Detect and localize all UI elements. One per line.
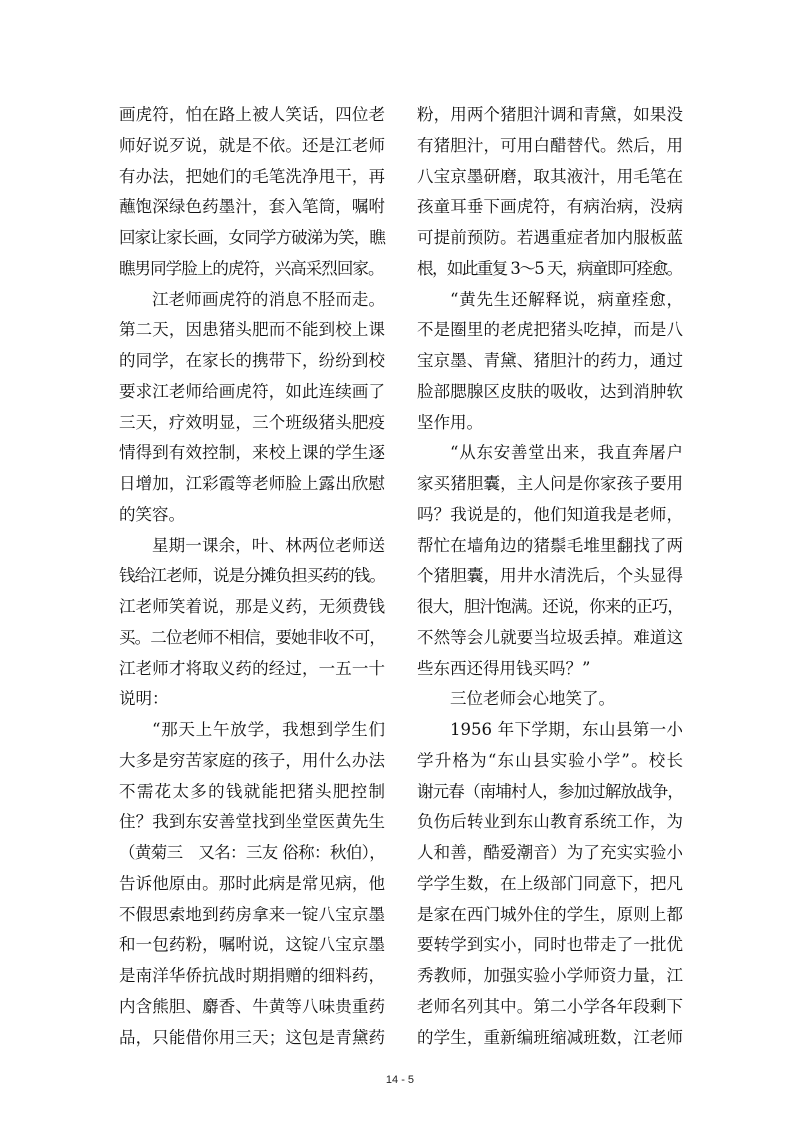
text-line: 家买猪胆囊，主人问是你家孩子要用 bbox=[417, 474, 683, 493]
text-line: 三天，疗效明显，三个班级猪头肥疫 bbox=[119, 412, 385, 432]
column-left bbox=[119, 100, 385, 1053]
text-line: 学学生数，在上级部门同意下，把凡 bbox=[417, 873, 683, 893]
paragraph bbox=[119, 100, 385, 285]
text-line: 可提前预防。若遇重症者加内服板蓝 bbox=[417, 228, 683, 247]
text-line: 的同学，在家长的携带下，纷纷到校 bbox=[119, 351, 385, 370]
text-line: 人和善，酷爱潮音）为了充实实验小 bbox=[417, 843, 683, 862]
text-line: 是家在西门城外住的学生，原则上都 bbox=[417, 904, 683, 924]
paragraph bbox=[417, 285, 683, 439]
text-line: 有办法，把她们的毛笔洗净甩干，再 bbox=[119, 166, 385, 186]
paragraph bbox=[119, 715, 385, 1053]
paragraph bbox=[417, 438, 683, 684]
text-line: 八宝京墨研磨，取其液汁，用毛笔在 bbox=[417, 166, 683, 186]
text-line: 个猪胆囊，用井水清洗后，个头显得 bbox=[417, 566, 683, 586]
text-line: 情得到有效控制，来校上课的学生逐 bbox=[119, 443, 385, 463]
text-line: 帮忙在墙角边的猪鬃毛堆里翻找了两 bbox=[417, 535, 683, 555]
text-line: 回家让家长画，女同学方破涕为笑，瞧 bbox=[119, 228, 385, 247]
text-line: 品，只能借你用三天；这包是青黛药 bbox=[119, 1027, 385, 1047]
paragraph bbox=[119, 531, 385, 716]
text-line: 不是圈里的老虎把猪头吃掉，而是八 bbox=[417, 320, 683, 340]
text-line: 告诉他原由。那时此病是常见病，他 bbox=[119, 873, 385, 893]
text-line: 学升格为“东山县实验小学”。校长 bbox=[417, 750, 683, 770]
text-line: “那天上午放学，我想到学生们 bbox=[152, 720, 385, 739]
text-line: 坚作用。 bbox=[417, 412, 483, 432]
text-line: 蘸饱深绿色药墨汁，套入笔筒，嘱咐 bbox=[119, 197, 385, 217]
text-line: 钱给江老师，说是分摊负担买药的钱。 bbox=[119, 566, 385, 586]
text-line: 秀教师，加强实验小学师资力量，江 bbox=[417, 966, 683, 985]
text-line: 江老师才将取义药的经过，一五一十 bbox=[119, 658, 385, 678]
text-line: 要求江老师给画虎符，如此连续画了 bbox=[119, 381, 385, 401]
text-line: 不假思索地到药房拿来一锭八宝京墨 bbox=[119, 904, 385, 924]
paragraph bbox=[417, 684, 683, 715]
text-line: 要转学到实小，同时也带走了一批优 bbox=[417, 935, 683, 955]
text-line: 孩童耳垂下画虎符，有病治病，没病 bbox=[417, 197, 683, 217]
text-line: 大多是穷苦家庭的孩子，用什么办法 bbox=[119, 750, 385, 770]
text-line: 很大，胆汁饱满。还说，你来的正巧， bbox=[417, 597, 683, 616]
text-line: 买。二位老师不相信，要她非收不可， bbox=[119, 627, 385, 647]
text-line: 的学生，重新编班缩减班数，江老师 bbox=[417, 1027, 683, 1047]
text-line: 有猪胆汁，可用白醋替代。然后，用 bbox=[417, 135, 683, 155]
text-line: 画虎符，怕在路上被人笑话，四位老 bbox=[119, 105, 385, 124]
text-line: 不然等会儿就要当垃圾丢掉。难道这 bbox=[417, 627, 683, 647]
text-line: “黄先生还解释说，病童痊愈， bbox=[450, 289, 683, 309]
text-line: 是南洋华侨抗战时期捐赠的细料药， bbox=[119, 966, 385, 985]
text-line: 粉，用两个猪胆汁调和青黛，如果没 bbox=[417, 105, 683, 124]
text-line: 内含熊胆、麝香、牛黄等八味贵重药 bbox=[119, 996, 385, 1016]
text-line: 说明： bbox=[119, 689, 169, 709]
page-number: 14 - 5 bbox=[385, 1074, 415, 1086]
text-line: 根，如此重复 3～5 天，病童即可痊愈。 bbox=[417, 258, 682, 278]
text-line: 江老师笑着说，那是义药，无须费钱 bbox=[119, 597, 385, 616]
paragraph bbox=[417, 715, 683, 1053]
text-line: 脸部腮腺区皮肤的吸收，达到消肿软 bbox=[417, 381, 683, 401]
text-line: 三位老师会心地笑了。 bbox=[450, 689, 615, 709]
text-line: 师好说歹说，就是不依。还是江老师 bbox=[119, 135, 385, 155]
paragraph bbox=[119, 285, 385, 531]
text-line: 不需花太多的钱就能把猪头肥控制 bbox=[119, 781, 385, 801]
text-line: “从东安善堂出来，我直奔屠户 bbox=[450, 443, 683, 463]
text-line: 江老师画虎符的消息不胫而走。 bbox=[152, 289, 385, 309]
text-line: （黄菊三 又名：三友 俗称：秋伯）， bbox=[119, 843, 385, 862]
text-line: 宝京墨、青黛、猪胆汁的药力，通过 bbox=[417, 351, 683, 370]
text-line: 和一包药粉，嘱咐说，这锭八宝京墨 bbox=[119, 935, 385, 955]
text-line: 住？我到东安善堂找到坐堂医黄先生 bbox=[119, 812, 385, 832]
text-line: 老师名列其中。第二小学各年段剩下 bbox=[417, 996, 683, 1016]
text-line: 日增加，江彩霞等老师脸上露出欣慰 bbox=[119, 474, 385, 493]
column-right bbox=[417, 100, 683, 1053]
text-line: 瞧男同学脸上的虎符，兴高采烈回家。 bbox=[119, 258, 384, 278]
text-line: 负伤后转业到东山教育系统工作，为 bbox=[417, 812, 683, 832]
text-line: 第二天，因患猪头肥而不能到校上课 bbox=[119, 320, 385, 340]
text-line: 1956 年下学期，东山县第一小 bbox=[450, 720, 683, 739]
text-line: 些东西还得用钱买吗？” bbox=[417, 658, 591, 678]
text-line: 星期一课余，叶、林两位老师送 bbox=[152, 535, 385, 555]
text-line: 吗？我说是的，他们知道我是老师， bbox=[417, 504, 683, 524]
paragraph bbox=[417, 100, 683, 285]
text-line: 谢元春（南埔村人，参加过解放战争， bbox=[417, 781, 683, 801]
text-line: 的笑容。 bbox=[119, 504, 185, 524]
